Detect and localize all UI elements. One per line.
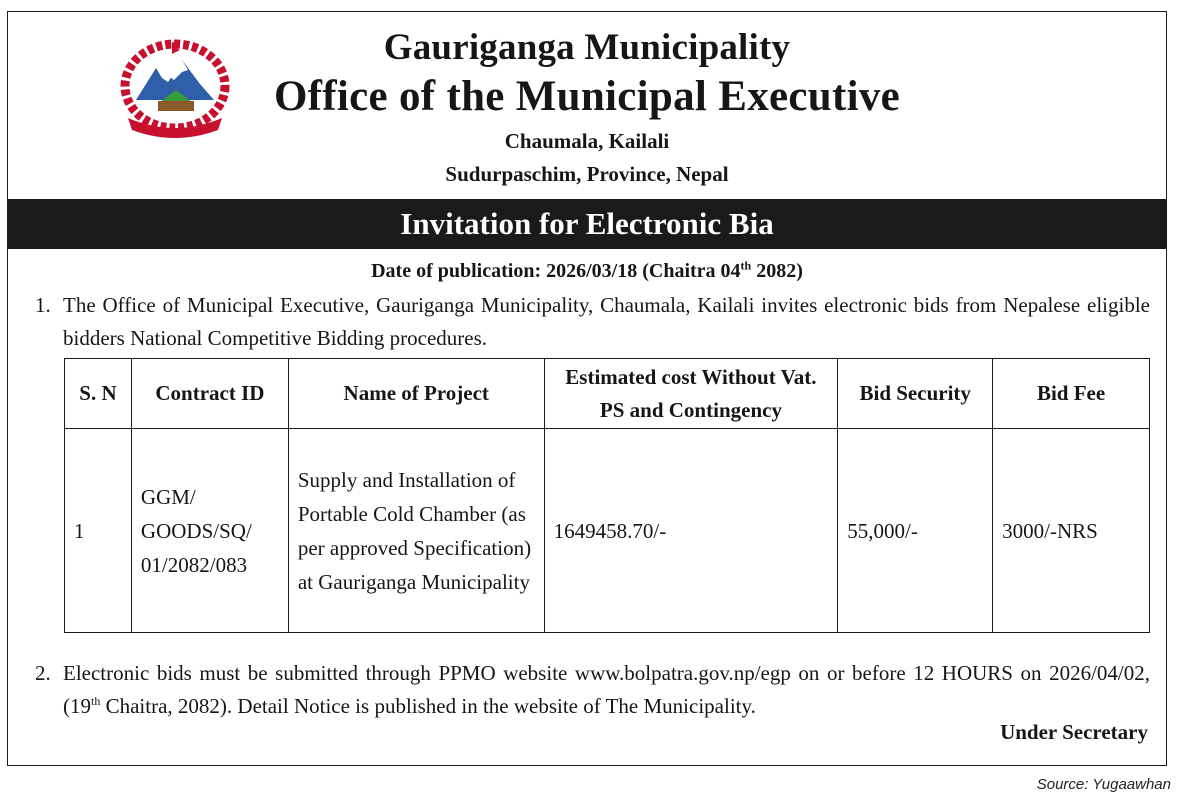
- source-credit: Source: Yugaawhan: [1036, 776, 1171, 793]
- clause-2-text: [63, 657, 1150, 723]
- clause-2-text-a: Electronic bids must be submitted through PPMO website www.bolpatra.gov.np/egp on or before 12 HOURS on 2026/04/02, (19: [63, 661, 1150, 718]
- address-line-1: Chaumala, Kailali: [504, 129, 670, 153]
- publication-date: [8, 260, 1166, 283]
- clause-1-text: The Office of Municipal Executive, Gauriganga Municipality, Chaumala, Kailali invites electronic bids from Nepalese eligible bidders National Competitive Bidding procedures.: [63, 293, 1150, 350]
- clause-2-text-b: Chaitra, 2082). Detail Notice is published in the website of The Municipality.: [100, 694, 756, 718]
- cell-estimated-cost: 1649458.70/-: [544, 429, 838, 633]
- header-sn: S. N: [65, 359, 132, 429]
- municipality-name: Gauriganga Municipality: [383, 27, 791, 68]
- clause-1-number: 1.: [35, 293, 51, 317]
- cell-project-name: Supply and Installation of Portable Cold Chamber (as per approved Specification) at Gauriganga Municipality: [288, 429, 544, 633]
- header-project-name: Name of Project: [288, 359, 544, 429]
- table-row: [65, 429, 1150, 633]
- office-title: Office of the Municipal Executive: [273, 73, 901, 120]
- publication-date-label: Date of publication: 2026/03/18 (Chaitra 04: [371, 260, 741, 282]
- publication-date-sup: th: [740, 258, 752, 273]
- notice-frame: [7, 11, 1167, 766]
- cell-sn: 1: [65, 429, 132, 633]
- clause-1: [35, 289, 1150, 355]
- cell-bid-fee: 3000/-NRS: [993, 429, 1150, 633]
- publication-date-suffix: 2082): [751, 260, 803, 282]
- address-line-2: Sudurpaschim, Province, Nepal: [445, 162, 729, 186]
- bid-table: [64, 358, 1150, 633]
- cell-contract-id: GGM/ GOODS/SQ/ 01/2082/083: [131, 429, 288, 633]
- header-contract-id: Contract ID: [131, 359, 288, 429]
- clause-2: [35, 657, 1150, 723]
- table-header-row: [65, 359, 1150, 429]
- header-bid-fee: Bid Fee: [993, 359, 1150, 429]
- invitation-banner: Invitation for Electronic Bia: [8, 199, 1166, 249]
- header-estimated-cost: Estimated cost Without Vat. PS and Contingency: [544, 359, 838, 429]
- signatory-title: Under Secretary: [1000, 720, 1148, 744]
- header-bid-security: Bid Security: [838, 359, 993, 429]
- cell-bid-security: 55,000/-: [838, 429, 993, 633]
- clause-2-sup: th: [91, 694, 101, 708]
- clause-2-number: 2.: [35, 661, 51, 685]
